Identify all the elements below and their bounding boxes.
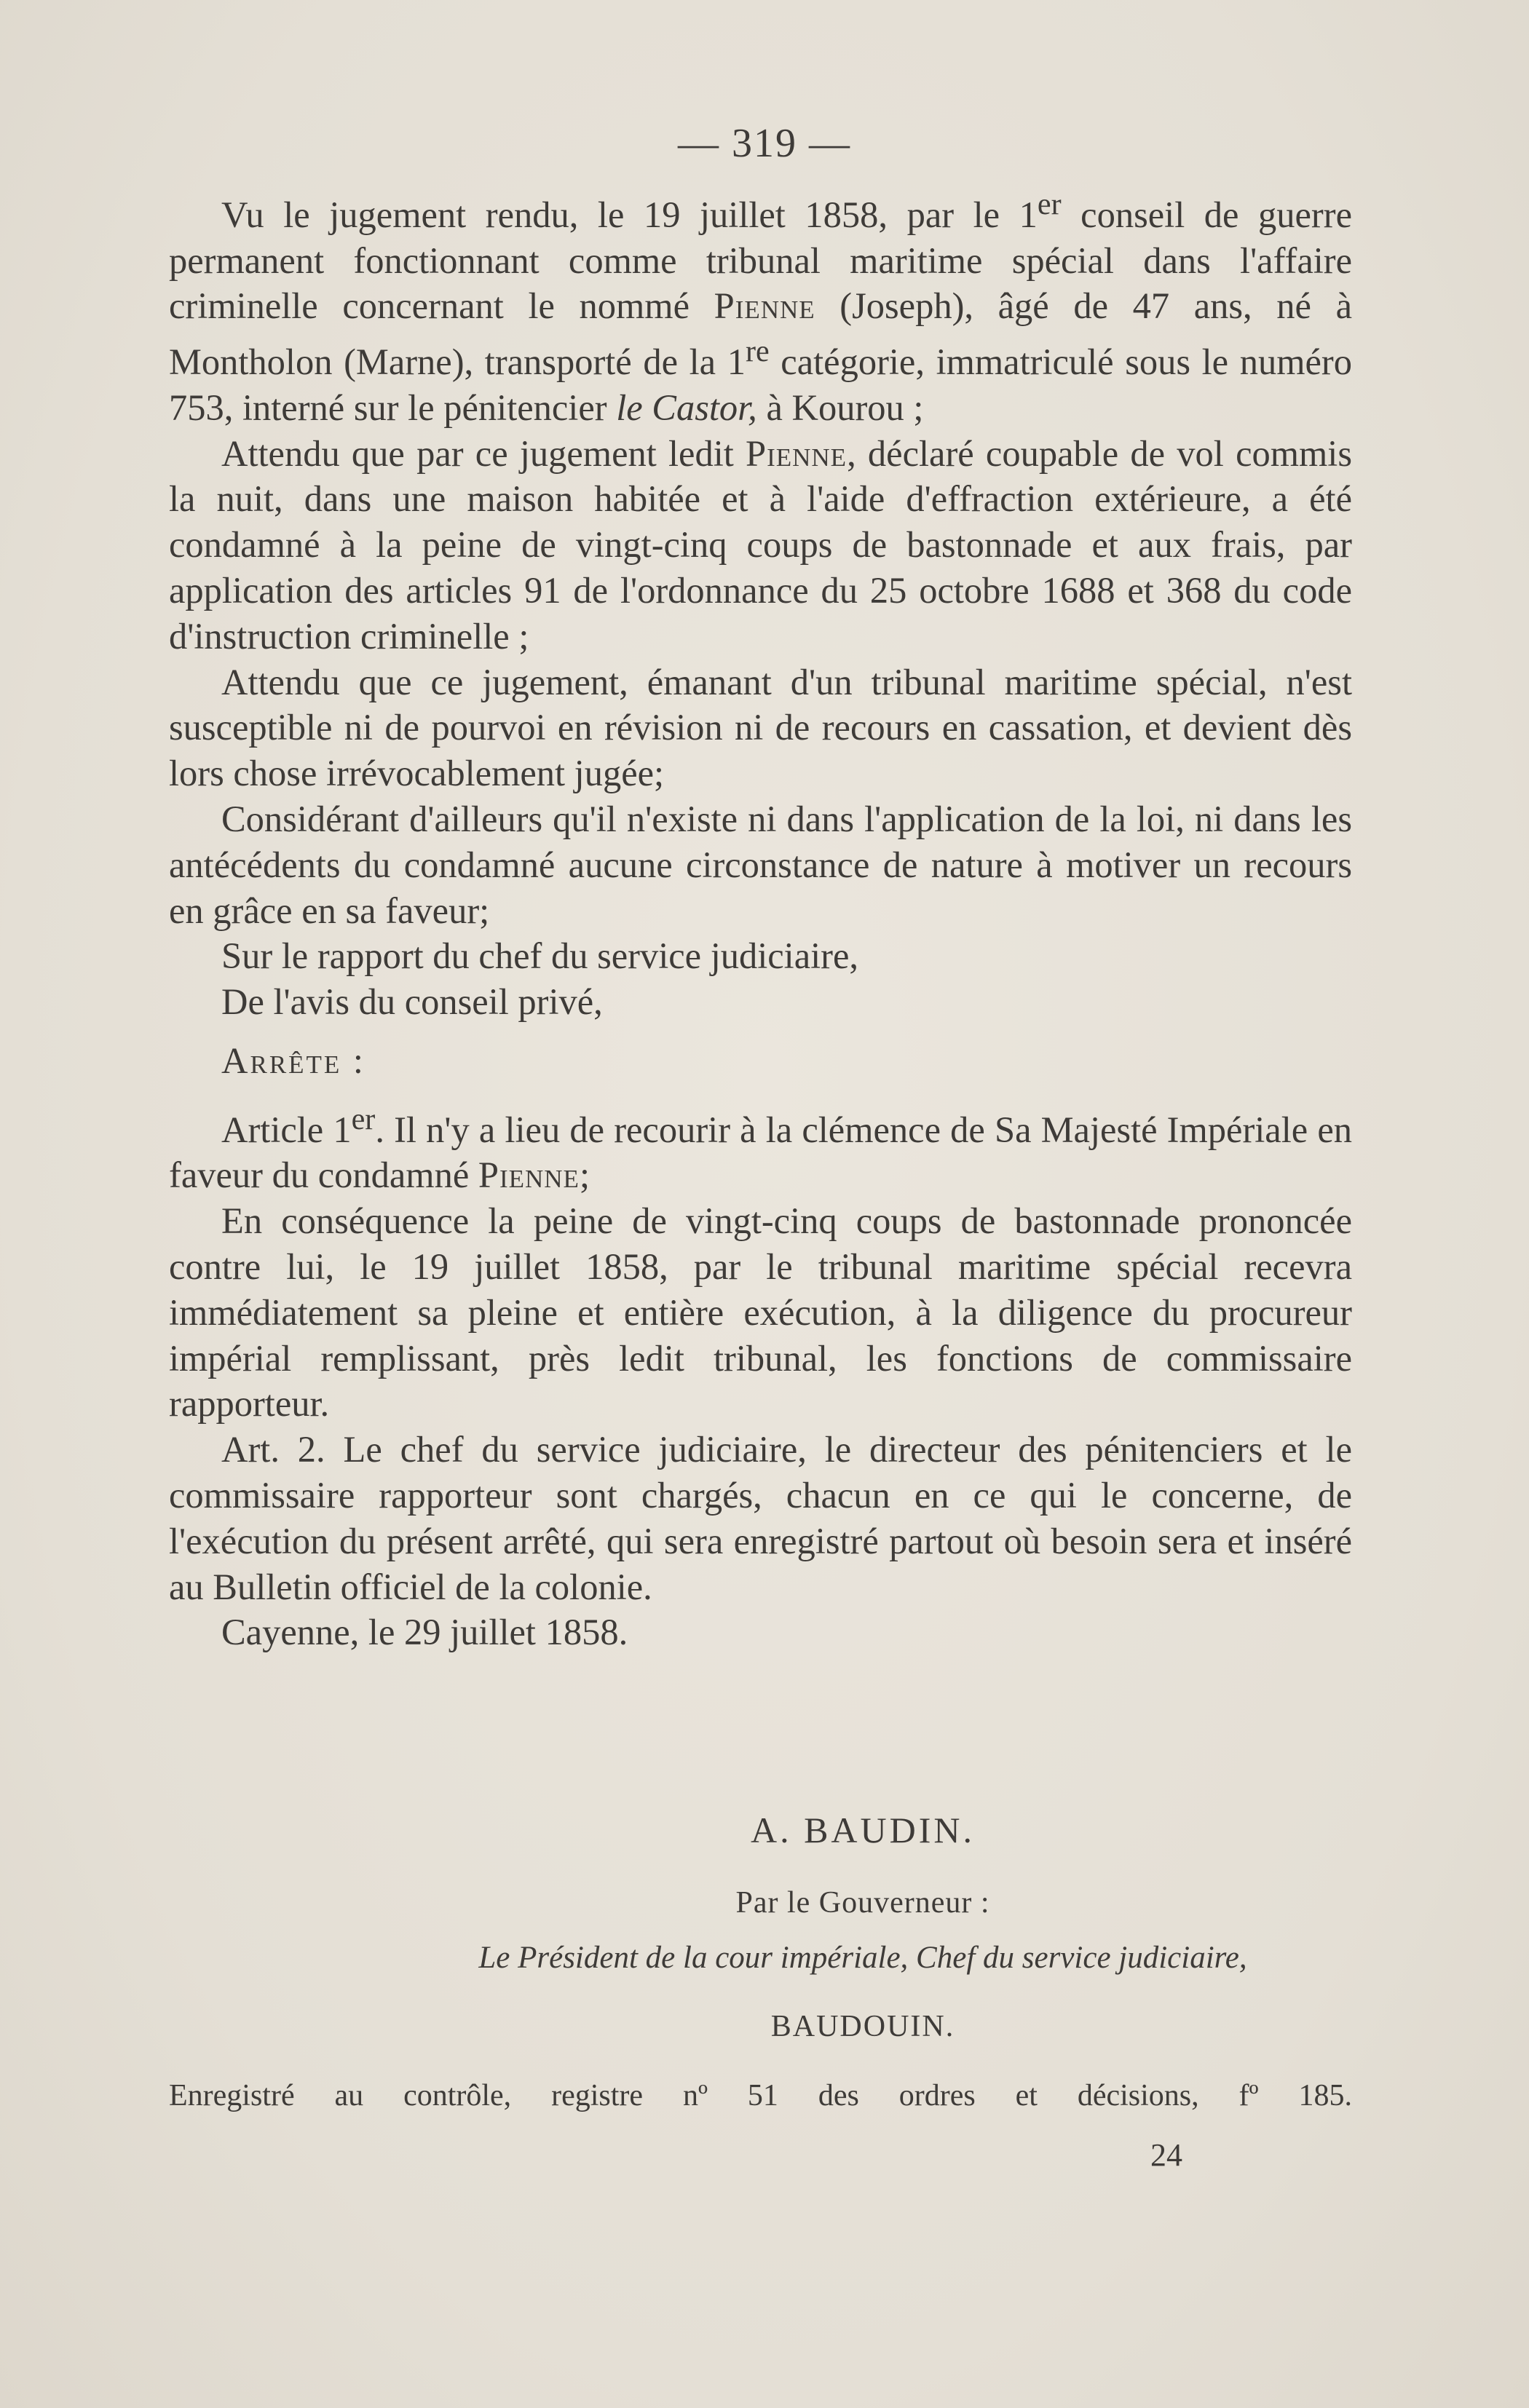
signature-president-name: BAUDOUIN.	[770, 2010, 955, 2043]
signature-president-title: Le Président de la cour impériale, Chef du service judiciaire,	[478, 1941, 1247, 1975]
p7-text-c: ;	[579, 1155, 590, 1196]
paragraph-article-2: Art. 2. Le chef du service judiciaire, le directeur des pénitenciers et le commissaire rapporteur sont chargés, chacun en ce qui le concerne, de l'exécution du présent arrêté, qui sera enregistré partout où besoin sera et inséré au Bulletin officiel de la colonie.	[169, 1429, 1352, 1607]
p2-text-a: Attendu que par ce jugement ledit	[221, 432, 746, 474]
p2-text-b: , déclaré coupable de vol commis la nuit, dans une maison habitée et à l'aide d'effraction extérieure, a été condamné à la peine de vingt-cinq coups de bastonnade et aux frais, par application des articles 91 de l'ordonnance du 25 octobre 1688 et 368 du code d'instruction criminelle ;	[169, 432, 1352, 657]
paragraph-considerant: Considérant d'ailleurs qu'il n'existe ni dans l'application de la loi, ni dans les antécédents du condamné aucune circonstance de nature à motiver un recours en grâce en sa faveur;	[169, 799, 1352, 931]
p1-superscript-b: re	[745, 335, 770, 369]
registration-note: Enregistré au contrôle, registre nº 51 des ordres et décisions, fº 185.	[169, 2079, 1352, 2112]
paragraph-attendu-1	[169, 431, 1352, 660]
paragraph-sur-le-rapport: Sur le rapport du chef du service judiciaire,	[221, 935, 858, 977]
paragraph-attendu-2: Attendu que ce jugement, émanant d'un tribunal maritime spécial, n'est susceptible ni de pourvoi en révision ni de recours en cassation, et devient dès lors chose irrévocablement jugée;	[169, 661, 1352, 794]
p7-superscript: er	[351, 1102, 376, 1136]
signature-par-le-gouverneur: Par le Gouverneur :	[735, 1886, 990, 1920]
p1-ship-name: le Castor,	[616, 387, 757, 428]
paragraph-vu-le-jugement	[169, 182, 1352, 431]
paragraph-en-consequence: En conséquence la peine de vingt-cinq coups de bastonnade prononcée contre lui, le 19 juillet 1858, par le tribunal maritime spécial recevra immédiatement sa pleine et entière exécution, à la diligence du procureur impérial remplissant, près ledit tribunal, les fonctions de commissaire rapporteur.	[169, 1200, 1352, 1425]
p1-text-b: conseil de guerre permanent fonctionnant comme tribunal maritime spécial dans l'affaire criminelle concernant le nommé	[169, 194, 1352, 327]
p1-text-a: Vu le jugement rendu, le 19 juillet 1858, par le 1	[221, 194, 1038, 235]
p7-text-a: Article 1	[221, 1109, 352, 1150]
paragraph-cayenne-date: Cayenne, le 29 juillet 1858.	[221, 1612, 628, 1653]
p1-text-d: catégorie, immatriculé sous le numéro 753, interné sur le pénitencier	[169, 341, 1352, 428]
signature-mark: 24	[1150, 2137, 1182, 2173]
p7-text-b: . Il n'y a lieu de recourir à la clémence de Sa Majesté Impériale en faveur du condamné	[169, 1109, 1352, 1196]
arrete-heading: Arrête :	[221, 1040, 366, 1081]
p1-name: Pienne	[714, 285, 815, 327]
p7-name: Pienne	[478, 1155, 580, 1196]
document-body	[169, 182, 1352, 1655]
p1-text-c: (Joseph), âgé de 47 ans, né à Montholon (Marne), transporté de la 1	[169, 285, 1352, 383]
paragraph-de-l-avis: De l'avis du conseil privé,	[221, 981, 603, 1023]
paragraph-article-1	[169, 1097, 1352, 1198]
signature-governor: A. BAUDIN.	[750, 1810, 976, 1850]
p2-name: Pienne	[746, 432, 848, 474]
page-number: — 319 —	[678, 121, 851, 166]
p1-superscript-a: er	[1037, 188, 1062, 221]
p1-text-e: à Kourou ;	[756, 387, 924, 428]
